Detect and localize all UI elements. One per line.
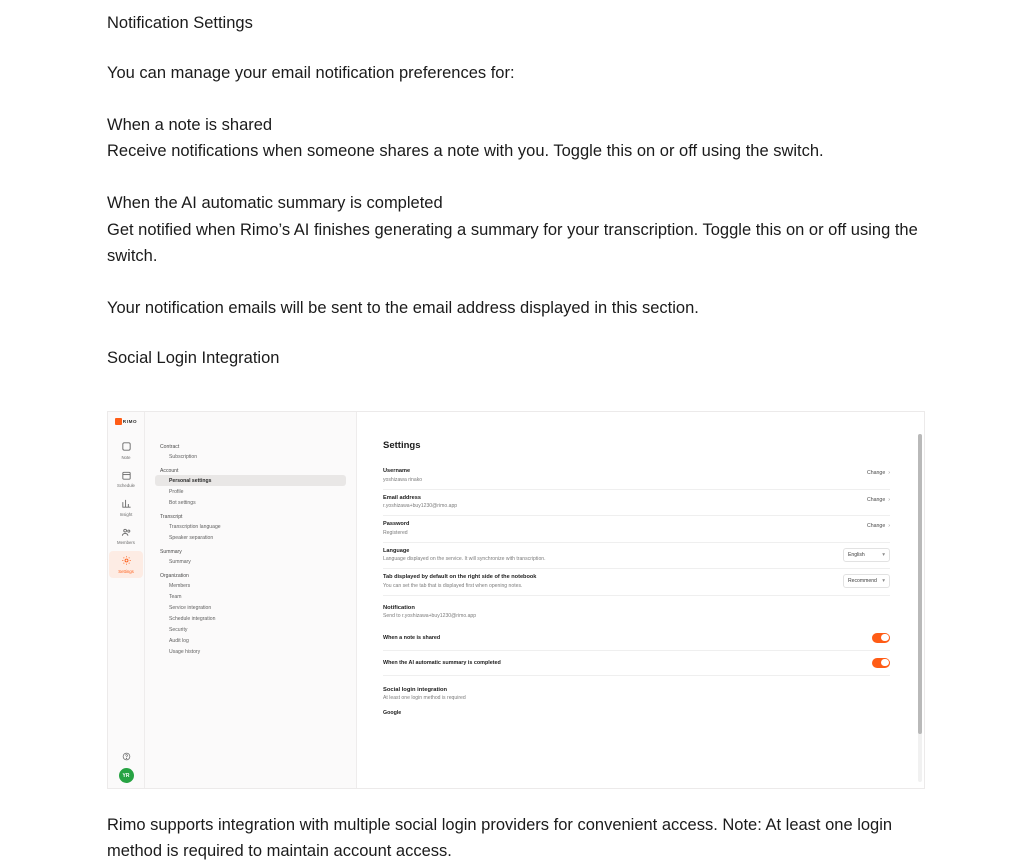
doc-paragraph-social-login-note: Rimo supports integration with multiple social login providers for convenient access. Note: At least one login method is required to maintain account access.	[107, 815, 893, 860]
nav-item-profile[interactable]: Profile	[169, 488, 184, 495]
people-icon	[119, 526, 133, 539]
document-body	[107, 12, 937, 369]
nav-item-audit-log[interactable]: Audit log	[169, 637, 189, 644]
doc-body-ai-summary: Get notified when Rimo’s AI finishes generating a summary for your transcription. Toggle this on or off using the switch.	[107, 220, 918, 265]
value-username: yoshizawa rinako	[383, 476, 423, 483]
desc-default-tab: You can set the tab that is displayed first when opening notes.	[383, 582, 523, 589]
chevron-right-icon: ›	[888, 523, 890, 529]
nav-item-security[interactable]: Security	[169, 626, 188, 633]
nav-item-personal-settings[interactable]: Personal settings	[155, 475, 346, 486]
desc-language: Language displayed on the service. It will synchronize with transcription.	[383, 556, 546, 562]
language-select[interactable]	[843, 548, 890, 562]
label-social-login: Social login integration	[383, 686, 448, 693]
change-username-label: Change	[867, 470, 886, 476]
rimo-logo	[115, 418, 137, 425]
rail-label-insight: Insight	[119, 511, 133, 517]
default-tab-select[interactable]	[843, 574, 890, 588]
embedded-app-screenshot	[107, 411, 925, 789]
label-email: Email address	[383, 494, 421, 501]
change-email-button[interactable]	[867, 495, 890, 503]
nav-group-title-summary: Summary	[160, 549, 182, 555]
settings-content	[357, 412, 924, 788]
toggle-ai-summary[interactable]	[872, 658, 890, 668]
label-default-tab: Tab displayed by default on the right side of the notebook	[383, 574, 537, 580]
label-password: Password	[383, 521, 410, 527]
social-login-section	[383, 676, 890, 716]
logo-text: RIMO	[122, 419, 138, 424]
calendar-icon	[119, 469, 133, 482]
social-provider-google[interactable]: Google	[383, 709, 402, 716]
chart-icon	[119, 497, 133, 510]
toggle-knob	[881, 634, 888, 641]
nav-item-speaker-separation[interactable]: Speaker separation	[169, 534, 214, 541]
label-username: Username	[383, 468, 411, 474]
notification-section	[383, 596, 890, 676]
scrollbar-thumb[interactable]	[918, 434, 922, 734]
rail-bottom-group	[119, 750, 134, 783]
change-username-button[interactable]	[867, 468, 890, 476]
value-password: Registered	[383, 529, 408, 536]
rail-label-schedule: Schedule	[117, 483, 135, 488]
change-email-label: Change	[867, 496, 886, 503]
note-icon	[119, 440, 133, 453]
nav-group-title-organization: Organization	[160, 573, 189, 579]
change-password-button[interactable]	[867, 521, 890, 529]
nav-item-summary[interactable]: Summary	[169, 558, 191, 565]
rail-label-note: Note	[121, 454, 131, 460]
doc-subheading-note-shared: When a note is shared	[107, 116, 273, 135]
rail-item-insight[interactable]	[109, 494, 143, 521]
nav-item-schedule-integration[interactable]: Schedule integration	[169, 615, 216, 622]
rail-item-schedule[interactable]	[109, 466, 143, 493]
rail-item-members[interactable]	[109, 523, 143, 550]
value-email: r.yoshizawa+buy1230@rimo.app	[383, 503, 458, 509]
toggle-knob	[881, 659, 888, 666]
toggle-row-ai-summary	[383, 651, 890, 676]
settings-nav	[145, 412, 357, 788]
content-scrollbar[interactable]	[918, 434, 922, 782]
page-title: Settings	[383, 440, 421, 451]
default-tab-select-value: Recommend	[848, 578, 877, 584]
app-left-rail	[108, 412, 145, 788]
doc-paragraph-email-target: Your notification emails will be sent to the email address displayed in this section.	[107, 298, 699, 317]
nav-group-title-contract: Contract	[160, 444, 180, 450]
label-toggle-note-shared: When a note is shared	[383, 634, 441, 641]
nav-item-bot-settings[interactable]: Bot settings	[169, 499, 196, 506]
nav-item-members[interactable]: Members	[169, 582, 191, 589]
doc-subheading-ai-summary: When the AI automatic summary is completed	[107, 194, 443, 213]
doc-heading-social-login: Social Login Integration	[107, 348, 280, 367]
toggle-row-note-shared	[383, 626, 890, 651]
logo-mark-icon	[115, 418, 122, 425]
nav-group-title-transcript: Transcript	[160, 514, 183, 520]
toggle-note-shared[interactable]	[872, 633, 890, 643]
gear-icon	[119, 554, 133, 567]
doc-body-note-shared: Receive notifications when someone shares a note with you. Toggle this on or off using the switch.	[107, 142, 824, 161]
nav-item-subscription[interactable]: Subscription	[169, 453, 198, 460]
avatar[interactable]: YR	[119, 768, 134, 783]
nav-group-transcript	[155, 512, 346, 543]
nav-group-contract	[155, 442, 346, 462]
label-toggle-ai-summary: When the AI automatic summary is completed	[383, 659, 501, 666]
desc-social-login: At least one login method is required	[383, 694, 466, 701]
chevron-right-icon: ›	[888, 470, 890, 476]
language-select-value: English	[848, 551, 865, 558]
label-notification: Notification	[383, 604, 415, 611]
nav-item-usage-history[interactable]: Usage history	[169, 648, 201, 655]
nav-group-summary	[155, 547, 346, 567]
doc-heading-notification: Notification Settings	[107, 14, 253, 32]
doc-paragraph-intro: You can manage your email notification preferences for:	[107, 64, 515, 83]
nav-group-title-account: Account	[160, 468, 179, 474]
settings-row-email	[383, 490, 890, 517]
change-password-label: Change	[867, 523, 886, 529]
rail-item-settings[interactable]	[109, 551, 143, 578]
desc-notification: Send to r.yoshizawa+buy1230@rimo.app	[383, 612, 477, 619]
rail-label-settings: Settings	[118, 568, 134, 574]
chevron-right-icon: ›	[888, 496, 890, 503]
nav-group-account	[155, 466, 346, 508]
chevron-down-icon: ▾	[882, 551, 885, 558]
settings-row-password	[383, 516, 890, 543]
nav-item-team[interactable]: Team	[169, 593, 182, 600]
help-icon[interactable]	[119, 750, 133, 763]
rail-label-members: Members	[117, 540, 135, 545]
nav-item-transcription-language[interactable]: Transcription language	[169, 523, 221, 530]
settings-row-default-tab	[383, 569, 890, 596]
nav-group-organization	[155, 571, 346, 657]
settings-row-language	[383, 543, 890, 570]
nav-item-service-integration[interactable]: Service integration	[169, 604, 212, 611]
rail-item-note[interactable]	[109, 437, 143, 464]
label-language: Language	[383, 547, 410, 554]
chevron-down-icon: ▾	[882, 578, 885, 584]
settings-row-username	[383, 463, 890, 490]
